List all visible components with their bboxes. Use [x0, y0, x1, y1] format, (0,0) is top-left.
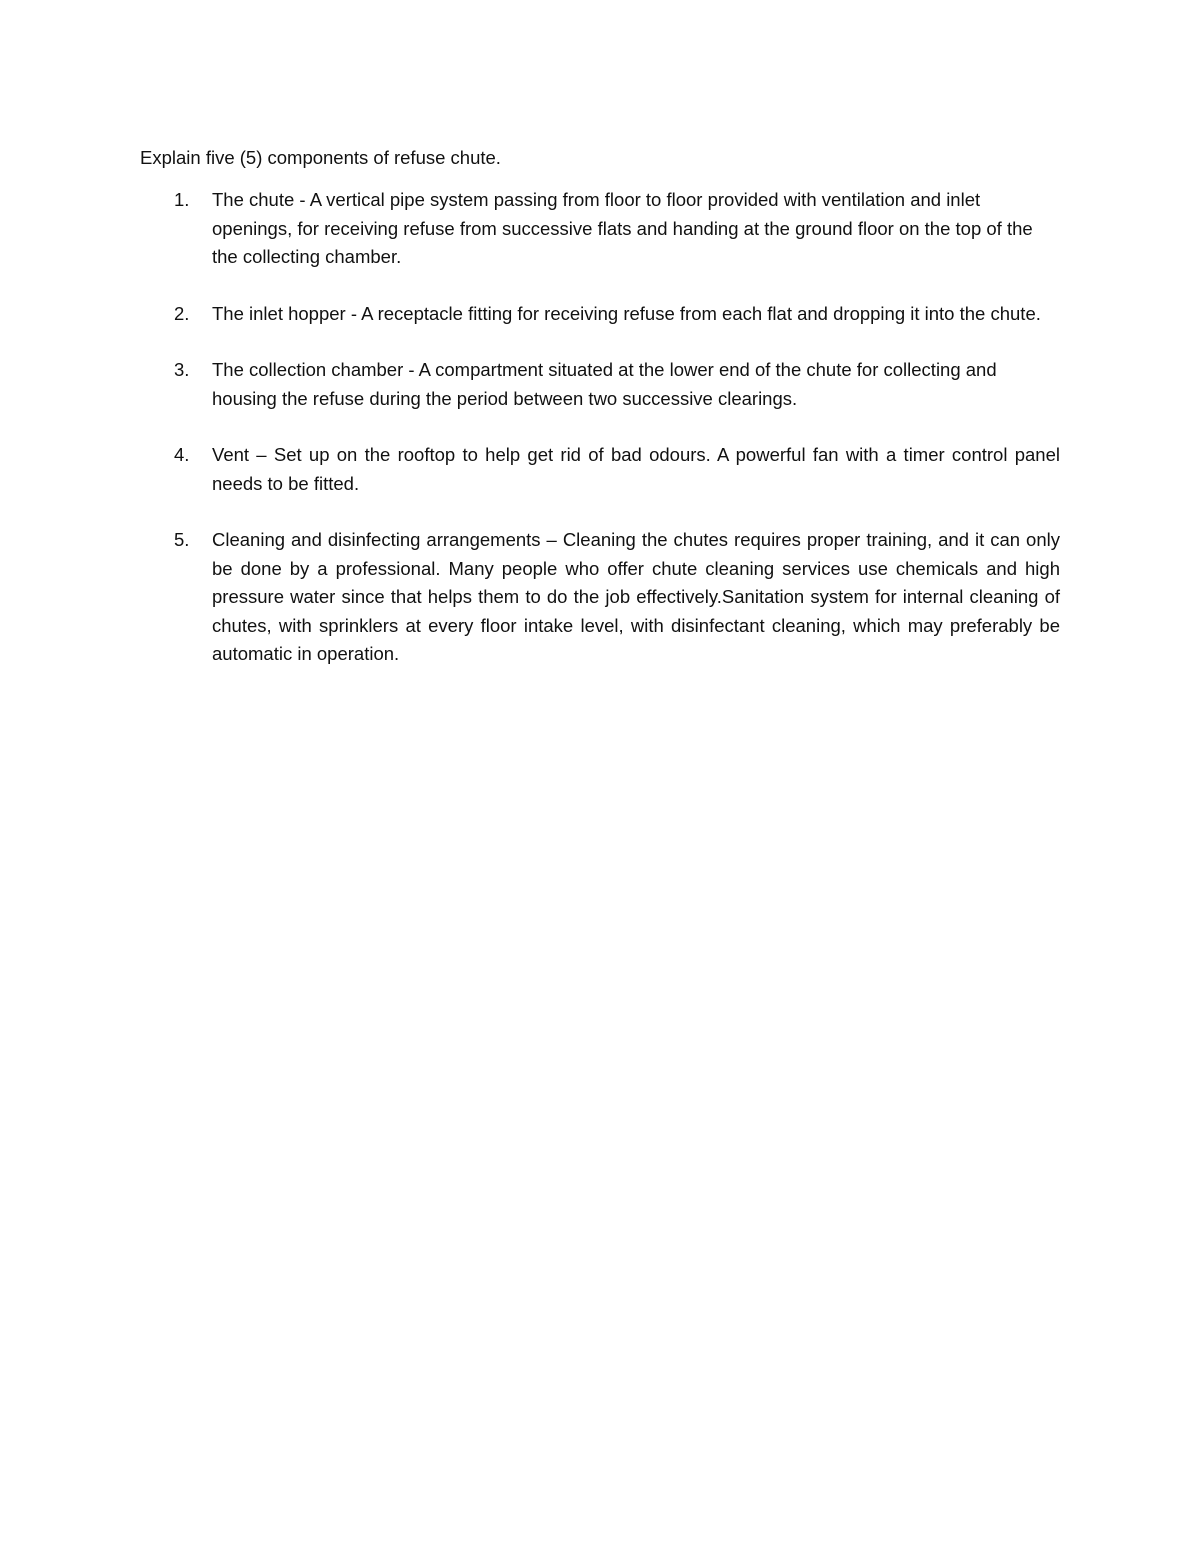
list-item-text: The inlet hopper - A receptacle fitting for receiving refuse from each flat and dropping it into the chute. — [212, 302, 1041, 324]
list-item-number: 5. — [174, 529, 190, 550]
list-item-text: The collection chamber - A compartment situated at the lower end of the chute for collecting and housing the refuse during the period between two successive clearings. — [212, 359, 997, 409]
list-item-text: Vent – Set up on the rooftop to help get rid of bad odours. A powerful fan with a timer control panel needs to be fitted. — [212, 444, 1060, 494]
list-item-chute — [140, 186, 1060, 272]
list-item-text: Cleaning and disinfecting arrangements – Cleaning the chutes requires proper training, and it can only be done by a professional. Many people who offer chute cleaning services use chemicals and high pressure water since that helps them to do the job effectively.Sanitation system for internal cleaning of chutes, with sprinklers at every floor intake level, with disinfectant cleaning, which may preferably be automatic in operation. — [212, 529, 1060, 664]
list-item-vent — [140, 441, 1060, 498]
list-item-collection-chamber — [140, 356, 1060, 413]
list-item-number: 1. — [174, 189, 190, 210]
list-item-inlet-hopper — [140, 300, 1060, 329]
list-item-cleaning-disinfecting — [140, 526, 1060, 669]
list-item-number: 2. — [174, 302, 190, 324]
list-item-text: The chute - A vertical pipe system passing from floor to floor provided with ventilation and inlet openings, for receiving refuse from successive flats and handing at the ground floor on the top of the the collecting chamber. — [212, 189, 1033, 267]
list-item-number: 3. — [174, 359, 190, 380]
question-heading: Explain five (5) components of refuse chute. — [140, 147, 501, 168]
list-item-number: 4. — [174, 444, 190, 465]
components-list — [140, 186, 1060, 697]
